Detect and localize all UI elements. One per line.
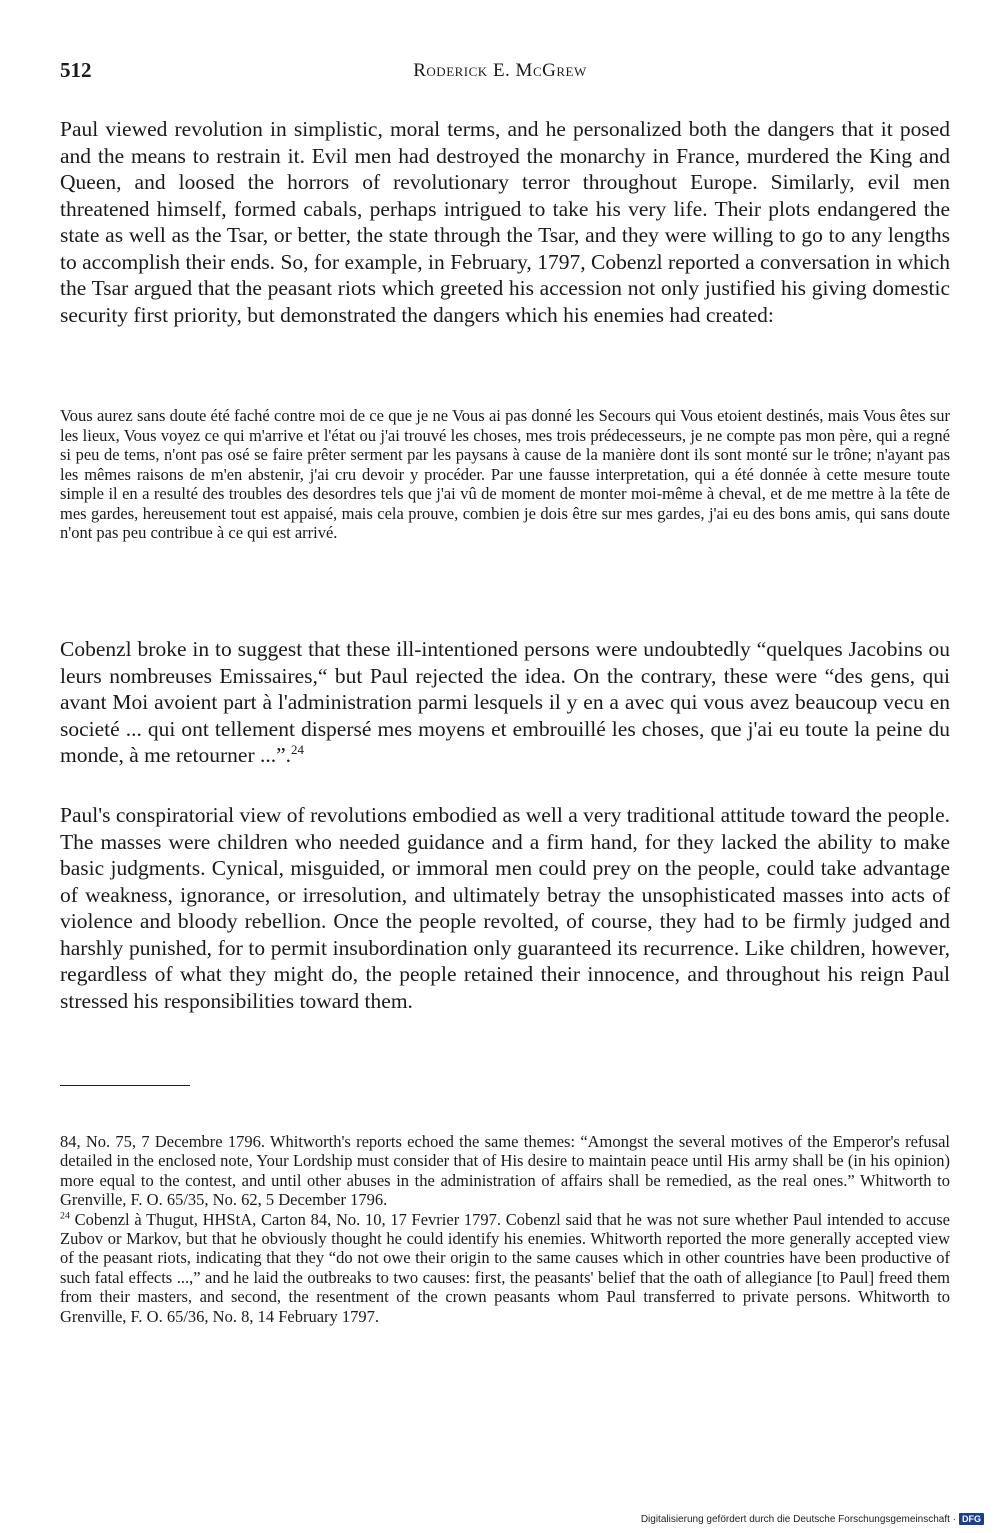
quote-text: Vous aurez sans doute été faché contre moi de ce que je ne Vous ai pas donné les Secours qui Vous etoient destinés, mais Vous êtes sur les lieux, Vous voyez ce qui m'arrive et l'état ou j'ai trouvé les choses, mes trois prédecesseurs, je ne compte pas mon père, qui a regné si peu de tems, n'ont pas osé se faire prêter serment par les paysans à cause de la manière dont ils sont monté sur le trône; n'ayant pas les mêmes raisons de m'en abstenir, j'ai cru devoir y procéder. Par une fausse interpretation, qui a été donnée à cette mesure toute simple il en a resulté des troubles des desordres tels que j'ai vû de moment de monter moi-même à cheval, et de me mettre à la tête de mes gardes, hereusement tout est appaisé, mais cela prouve, combien je dois être sur mes gardes, j'ai eu des bons amis, qui sans doute n'ont pas peu contribue à ce qui est arrivé. (60, 406, 950, 542)
footnote-number: 24 (60, 1210, 70, 1222)
dfg-logo: DFG (959, 1513, 984, 1525)
footnote-continued: 84, No. 75, 7 Decembre 1796. Whitworth's reports echoed the same themes: “Amongst the several motives of the Emperor's refusal detailed in the enclosed note, Your Lordship must consider that of His desire to maintain peace until His army shall be (in his opinion) more equal to the contest, and until other abuses in the administration of affairs shall be remedied, as the real ones.” Whitworth to Grenville, F. O. 65/35, No. 62, 5 December 1796. (60, 1132, 950, 1210)
body-paragraph-2 (60, 636, 950, 769)
paragraph-text: Cobenzl broke in to suggest that these ill-intentioned persons were undoubtedly “quelques Jacobins ou leurs nombreuses Emissaires,“ but Paul rejected the idea. On the contrary, these were “des gens, qui avant Moi avoient part à l'administration parmi lesquels il y en a avec qui vous avez beaucoup vecu en societé ... qui ont tellement dispersé mes moyens et embrouillé les choses, que j'ai eu toute la peine du monde, à me retourner ...”. (60, 637, 950, 767)
footnote-text: Cobenzl à Thugut, HHStA, Carton 84, No. 10, 17 Fevrier 1797. Cobenzl said that he was not sure whether Paul intended to accuse Zubov or Markov, but that he obviously thought he could identify his enemies. Whitworth reported the more generally accepted view of the peasant riots, indicating that they “do not owe their origin to the same causes which in other countries have been productive of such fatal effects ...,” and he laid the outbreaks to two causes: first, the peasants' belief that the oath of allegiance [to Paul] freed them from their masters, and second, the resentment of the crown peasants whom Paul transferred to private persons. Whitworth to Grenville, F. O. 65/36, No. 8, 14 February 1797. (60, 1209, 951, 1326)
body-paragraph-1 (60, 116, 950, 328)
block-quote (60, 406, 950, 543)
body-paragraph-3 (60, 802, 950, 1014)
footnote-ref: 24 (291, 742, 304, 757)
footnote-24 (60, 1210, 950, 1326)
footnote-divider (60, 1085, 190, 1086)
page-number: 512 (60, 58, 92, 82)
paragraph-text: Paul viewed revolution in simplistic, moral terms, and he personalized both the dangers that it posed and the means to restrain it. Evil men had destroyed the monarchy in France, murdered the King and Queen, and loosed the horrors of revolutionary terror throughout Europe. Similarly, evil men threatened himself, formed cabals, perhaps intrigued to take his very life. Their plots endangered the state as well as the Tsar, or better, the state through the Tsar, and they were willing to go to any lengths to accomplish their ends. So, for example, in February, 1797, Cobenzl reported a conversation in which the Tsar argued that the peasant riots which greeted his accession not only justified his giving domestic security first priority, but demonstrated the dangers which his enemies had created: (60, 117, 950, 327)
footnotes (60, 1132, 950, 1326)
digitization-credit (641, 1513, 984, 1525)
credit-text: Digitalisierung gefördert durch die Deutsche Forschungsgemeinschaft · (640, 1513, 956, 1525)
paragraph-text: Paul's conspiratorial view of revolutions embodied as well a very traditional attitude toward the people. The masses were children who needed guidance and a firm hand, for they lacked the ability to make basic judgments. Cynical, misguided, or immoral men could prey on the people, could take advantage of weakness, ignorance, or irresolution, and ultimately betray the unsophisticated masses into acts of violence and bloody rebellion. Once the people revolted, of course, they had to be firmly judged and harshly punished, for to permit insubordination only guaranteed its recurrence. Like children, however, regardless of what they might do, the people retained their innocence, and throughout his reign Paul stressed his responsibilities toward them. (60, 803, 950, 1013)
running-head: Roderick E. McGrew (413, 60, 587, 81)
